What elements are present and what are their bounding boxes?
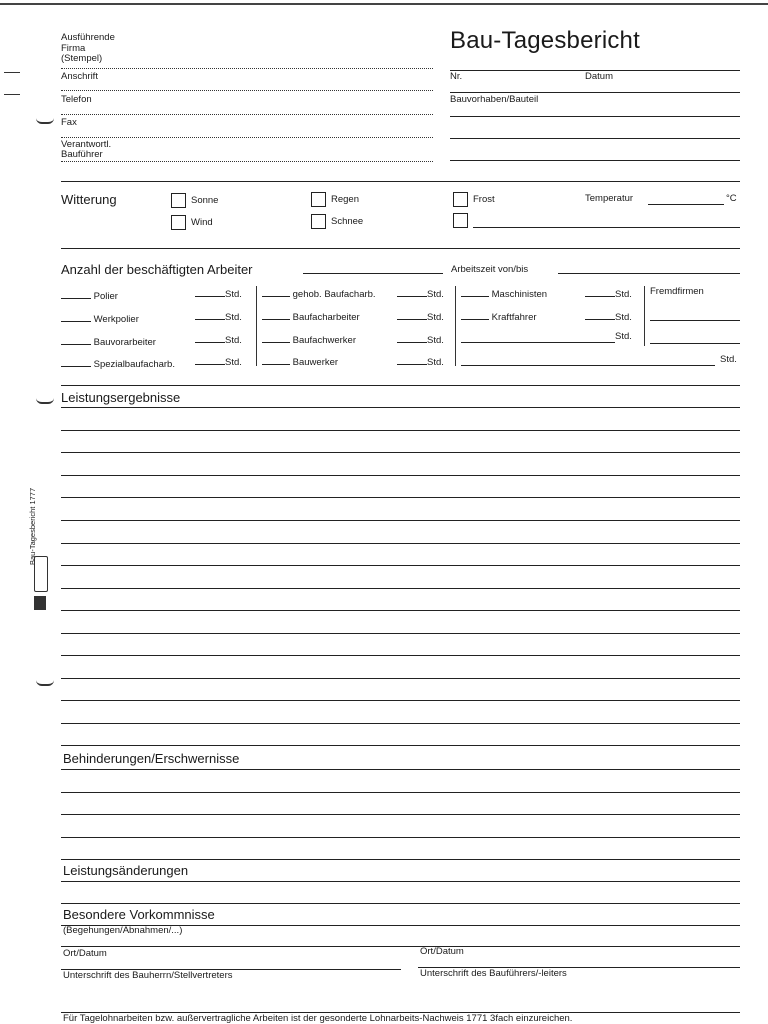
hours-label: Arbeitszeit von/bis: [451, 264, 529, 275]
worker-hours: [397, 287, 444, 300]
col-separator: [256, 286, 257, 366]
worker-row: [262, 310, 360, 323]
frost-checkbox[interactable]: [453, 192, 468, 207]
std-label: Std.: [427, 335, 444, 346]
external-company-field[interactable]: [650, 320, 740, 321]
snow-checkbox[interactable]: [311, 214, 326, 229]
worker-row: [262, 355, 338, 368]
manager-signature-label: Unterschrift des Bauführers/-leiters: [420, 968, 567, 979]
sun-checkbox[interactable]: [171, 193, 186, 208]
fax-line: [61, 137, 433, 138]
worker-hours: [195, 333, 242, 346]
write-line[interactable]: [61, 792, 740, 793]
manager-label: Verantwortl. Bauführer: [61, 139, 112, 160]
external-companies-label: Fremdfirmen: [650, 286, 704, 297]
punch-hole-mark: [36, 118, 54, 124]
divider: [61, 385, 740, 386]
write-line[interactable]: [61, 881, 740, 882]
worker-hours: [720, 355, 737, 365]
write-line[interactable]: [61, 837, 740, 838]
project-line-1: [450, 116, 740, 117]
punch-hole-mark: [36, 398, 54, 404]
sun-label: Sonne: [191, 195, 219, 206]
phone-label: Telefon: [61, 94, 92, 105]
worker-role: gehob. Baufacharb.: [292, 289, 376, 300]
std-label: Std.: [615, 331, 632, 342]
worker-hours: [195, 310, 242, 323]
margin-mark: [4, 72, 20, 73]
rain-label: Regen: [331, 194, 359, 205]
worker-row: [262, 333, 356, 346]
worker-hours: [195, 287, 242, 300]
write-line[interactable]: [61, 407, 740, 408]
frost-label: Frost: [473, 194, 495, 205]
worker-role: Werkpolier: [93, 314, 139, 325]
weather-heading: Witterung: [61, 192, 117, 207]
std-label: Std.: [615, 312, 632, 323]
project-line-top: [450, 92, 740, 93]
write-line[interactable]: [61, 859, 740, 860]
footer-note: Für Tagelohnarbeiten bzw. außervertragliche Arbeiten ist der gesonderte Lohnarbeits-Nachweis 1771 3fach einzureichen.: [63, 1013, 573, 1024]
worker-row: [61, 357, 175, 370]
worker-role: Bauwerker: [292, 357, 339, 368]
incidents-heading: Besondere Vorkommnisse: [63, 907, 215, 922]
project-line-3: [450, 160, 740, 161]
std-label: Std.: [427, 357, 444, 368]
worker-hours: [397, 333, 444, 346]
client-signature-label: Unterschrift des Bauherrn/Stellvertreters: [63, 970, 233, 981]
worker-role: Baufachwerker: [292, 335, 357, 346]
temperature-label: Temperatur: [585, 193, 634, 204]
external-company-field[interactable]: [650, 343, 740, 344]
workers-heading: Anzahl der beschäftigten Arbeiter: [61, 262, 253, 277]
worker-role: Baufacharbeiter: [292, 312, 360, 323]
write-line[interactable]: [61, 769, 740, 770]
write-line[interactable]: [61, 475, 740, 476]
std-label: Std.: [225, 357, 242, 368]
worker-role: Bauvorarbeiter: [93, 337, 156, 348]
write-line[interactable]: [61, 655, 740, 656]
write-line[interactable]: [61, 745, 740, 746]
wind-label: Wind: [191, 217, 213, 228]
phone-line: [61, 114, 433, 115]
std-label: Std.: [427, 289, 444, 300]
write-line[interactable]: [61, 520, 740, 521]
divider: [61, 181, 740, 182]
col-separator: [644, 286, 645, 346]
std-label: Std.: [427, 312, 444, 323]
project-label: Bauvorhaben/Bauteil: [450, 94, 539, 105]
external-company-hours-field[interactable]: [461, 365, 715, 366]
std-label: Std.: [615, 289, 632, 300]
write-line[interactable]: [61, 430, 740, 431]
worker-row: [262, 287, 376, 300]
punch-hole-mark: [36, 680, 54, 686]
address-line: [61, 90, 433, 91]
changes-heading: Leistungsänderungen: [63, 863, 189, 878]
worker-row: [61, 289, 118, 302]
temperature-unit: °C: [726, 193, 737, 204]
write-line[interactable]: [61, 452, 740, 453]
company-line: [61, 68, 433, 69]
company-label: Ausführende Firma (Stempel): [61, 32, 115, 64]
write-line[interactable]: [61, 610, 740, 611]
other-weather-field[interactable]: [473, 227, 740, 228]
worker-row: [461, 287, 547, 300]
write-line[interactable]: [61, 678, 740, 679]
worker-hours: [585, 287, 632, 300]
worker-hours: [195, 355, 242, 368]
project-line-2: [450, 138, 740, 139]
worker-role: Polier: [93, 291, 118, 302]
wind-checkbox[interactable]: [171, 215, 186, 230]
snow-label: Schnee: [331, 216, 364, 227]
write-line[interactable]: [61, 946, 740, 947]
workers-total-field[interactable]: [303, 273, 443, 274]
divider: [61, 248, 740, 249]
hours-field[interactable]: [558, 273, 740, 274]
std-label: Std.: [225, 312, 242, 323]
write-line[interactable]: [61, 588, 740, 589]
manager-line: [61, 161, 433, 162]
worker-hours: [397, 310, 444, 323]
fax-label: Fax: [61, 117, 77, 128]
write-line[interactable]: [61, 543, 740, 544]
incidents-subheading: (Begehungen/Abnahmen/...): [63, 925, 183, 936]
date-label: Datum: [585, 71, 613, 82]
worker-row: [461, 310, 537, 323]
worker-role: Kraftfahrer: [491, 312, 537, 323]
write-line[interactable]: [61, 903, 740, 904]
write-line[interactable]: [61, 925, 740, 926]
worker-row: [61, 312, 139, 325]
worker-hours: [397, 355, 444, 368]
place-date-label: Ort/Datum: [63, 948, 107, 959]
place-date-label: Ort/Datum: [420, 946, 464, 957]
write-line[interactable]: [61, 633, 740, 634]
std-label: Std.: [225, 289, 242, 300]
worker-row: [61, 335, 156, 348]
worker-role: Maschinisten: [491, 289, 548, 300]
page-title: Bau-Tagesbericht: [450, 27, 640, 54]
col-separator: [455, 286, 456, 366]
address-label: Anschrift: [61, 71, 98, 82]
temperature-field[interactable]: [648, 204, 724, 205]
nr-label: Nr.: [450, 71, 463, 82]
top-edge-line: [0, 3, 768, 5]
publisher-badge: [34, 596, 46, 610]
write-line[interactable]: [61, 814, 740, 815]
std-label: Std.: [225, 335, 242, 346]
margin-mark: [4, 94, 20, 95]
write-line[interactable]: [61, 497, 740, 498]
worker-hours: [615, 332, 632, 342]
std-label: Std.: [720, 354, 737, 365]
results-heading: Leistungsergebnisse: [61, 390, 181, 405]
obstacles-heading: Behinderungen/Erschwernisse: [63, 751, 240, 766]
publisher-logo: [34, 556, 48, 592]
write-line[interactable]: [61, 723, 740, 724]
side-form-name: Bau-Tagesbericht 1777: [28, 487, 37, 565]
rain-checkbox[interactable]: [311, 192, 326, 207]
write-line[interactable]: [61, 700, 740, 701]
other-weather-checkbox[interactable]: [453, 213, 468, 228]
worker-role: Spezialbaufacharb.: [93, 359, 175, 370]
custom-role-field[interactable]: [461, 342, 615, 343]
write-line[interactable]: [61, 565, 740, 566]
worker-hours: [585, 310, 632, 323]
